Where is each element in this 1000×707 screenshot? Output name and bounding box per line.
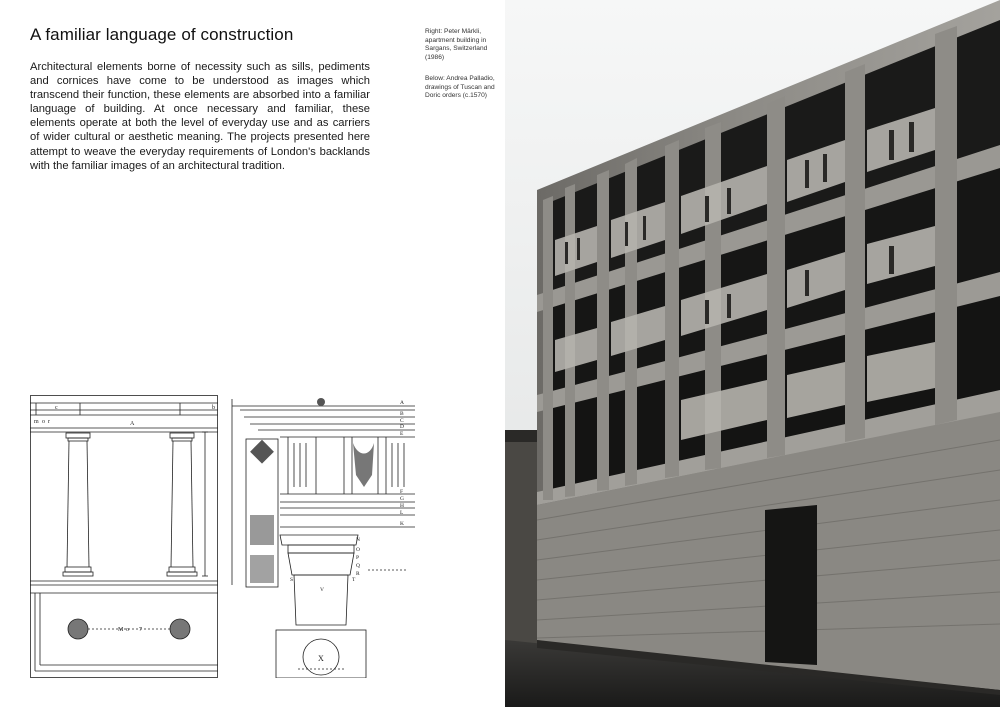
doric-label-o: O — [356, 547, 360, 553]
doric-label-l: L — [400, 510, 404, 516]
doric-label-n: N — [356, 537, 360, 543]
tuscan-order-illustration — [30, 395, 218, 678]
body-paragraph: Architectural elements borne of necessity such as sills, pediments and cornices have come to be understood as images which transcend their function, these elements are absorbed into a familiar language of building. At once necessary and familiar, these elements operate at both the level of everyday use and as carriers of wider cultural or aesthetic meaning. The projects presented here attempt to weave the everyday requirements of London's backlands with the familiar images of an architectural tradition. — [30, 61, 370, 172]
tuscan-label-o2: o — [126, 627, 129, 633]
doric-order-illustration — [228, 395, 415, 678]
doric-label-h: H — [400, 503, 404, 509]
doric-label-d: D — [400, 424, 404, 430]
page-heading: A familiar language of construction — [30, 25, 294, 44]
doric-label-e: E — [400, 431, 404, 437]
tuscan-label-r: r — [48, 419, 50, 425]
doric-label-k: K — [400, 521, 404, 527]
doric-label-c: C — [400, 418, 404, 424]
doric-order-drawing — [228, 395, 415, 678]
building-photo-image — [505, 0, 1000, 707]
doric-label-b: B — [400, 411, 404, 417]
tuscan-label-a: A — [130, 421, 135, 427]
doric-label-x: X — [318, 654, 324, 663]
tuscan-label-b: b — [212, 405, 215, 411]
doric-label-p: P — [356, 555, 360, 561]
doric-label-t: T — [352, 577, 356, 583]
tuscan-label-c: c — [55, 405, 58, 411]
tuscan-order-drawing — [30, 395, 218, 678]
tuscan-label-m: m — [34, 419, 39, 425]
tuscan-label-o: o — [42, 419, 45, 425]
doric-label-s: S — [290, 577, 294, 583]
caption-drawings: Below: Andrea Palladio, drawings of Tuscan and Doric orders (c.1570) — [425, 75, 495, 99]
doric-label-g: G — [400, 496, 404, 502]
doric-label-f: F — [400, 489, 404, 495]
caption-photo: Right: Peter Märkli, apartment building in Sargans, Switzerland (1986) — [425, 28, 488, 61]
tuscan-label-M: M — [118, 627, 124, 633]
tuscan-label-7: 7 — [139, 627, 142, 633]
apartment-building-photo — [505, 0, 1000, 707]
doric-label-r: R — [356, 571, 360, 577]
doric-label-v: V — [320, 587, 324, 593]
doric-label-q: Q — [356, 563, 360, 569]
doric-label-a: A — [400, 400, 404, 406]
